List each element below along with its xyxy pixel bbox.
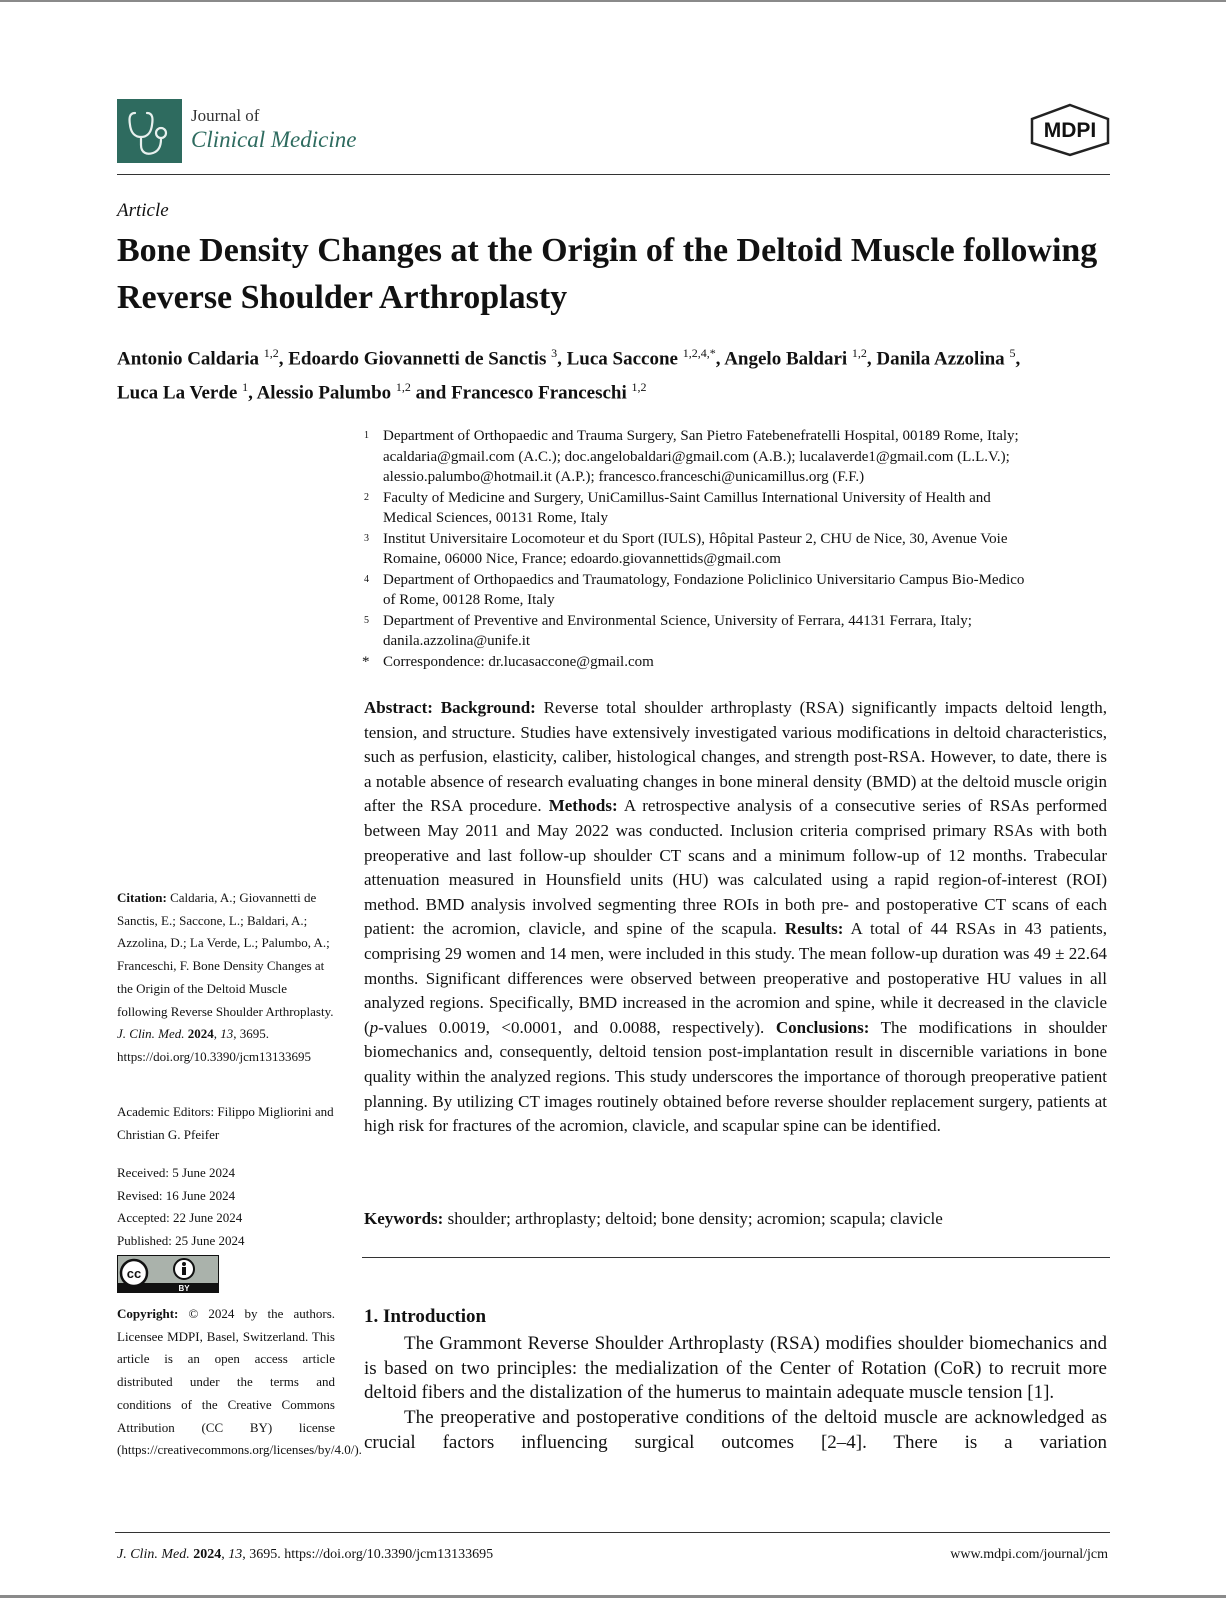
author-affiliation-marker: 1 bbox=[242, 380, 249, 395]
affiliation-item bbox=[362, 611, 1112, 652]
top-border bbox=[0, 0, 1226, 2]
accepted-date: Accepted: 22 June 2024 bbox=[117, 1210, 243, 1226]
author-separator: , bbox=[1015, 348, 1021, 370]
author-separator: , bbox=[278, 348, 289, 370]
author-affiliation-marker: 1,2 bbox=[263, 346, 279, 360]
author-separator: , bbox=[715, 348, 725, 370]
citation-block: Citation: Caldaria, A.; Giovannetti de Sanctis, E.; Saccone, L.; Baldari, A.; Azzolina, D.; La Verde, L.; Palumbo, A.; Franceschi, F. Bone Density Changes at the Origin of the Deltoid Muscle following Reverse Shoulder Arthroplasty. J. Clin. Med. 2024, 13, 3695. https://doi.org/10.3390/jcm13133695 bbox=[117, 890, 334, 1064]
keywords: Keywords: shoulder; arthroplasty; deltoid; bone density; acromion; scapula; clavicle bbox=[364, 1209, 943, 1228]
author-name: Edoardo Giovannetti de Sanctis bbox=[288, 348, 547, 370]
publication-dates bbox=[117, 1162, 335, 1253]
journal-name: Journal of Clinical Medicine bbox=[191, 106, 357, 152]
published-date: Published: 25 June 2024 bbox=[117, 1233, 245, 1249]
affiliation-line: danila.azzolina@unife.it bbox=[383, 633, 531, 649]
author-affiliation-marker: 1,2 bbox=[631, 380, 647, 395]
abstract: Abstract: Background: Reverse total shoulder arthroplasty (RSA) significantly impacts deltoid length, tension, and structure. Studies have extensively investigated various modifications in deltoid characteristics, such as perfusion, elasticity, caliber, histological changes, and strength post-RSA. However, to date, there is a notable absence of research evaluating changes in bone mineral density (BMD) at the deltoid muscle origin after the RSA procedure. Methods: A retrospective analysis of a consecutive series of RSAs performed between May 2011 and May 2022 was conducted. Inclusion criteria comprised primary RSAs with both preoperative and last follow-up shoulder CT scans and a minimum follow-up of 12 months. Trabecular attenuation measured in Hounsfield units (HU) was calculated using a rapid region-of-interest (ROI) method. BMD analysis involved segmenting three ROIs in both pre- and postoperative CT scans of each patient: the acromion, clavicle, and spine of the scapula. Results: A total of 44 RSAs in 43 patients, comprising 29 women and 14 men, were included in this study. The mean follow-up duration was 49 ± 22.64 months. Significant differences were observed between preoperative and postoperative HU values in all analyzed regions. Specifically, BMD increased in the acromion and spine, while it decreased in the clavicle (p-values 0.0019, <0.0001, and 0.0088, respectively). Conclusions: The modifications in shoulder biomechanics and, consequently, deltoid tension post-implantation result in discernible variations in bone quality within the analyzed regions. This study underscores the importance of thorough preoperative patient planning. By utilizing CT images routinely obtained before reverse shoulder replacement surgery, patients at high risk for fractures of the acromion, clavicle, and scapular spine can be identified. bbox=[364, 698, 1108, 1136]
affiliation-item bbox=[362, 426, 1112, 488]
affiliations bbox=[362, 426, 1112, 672]
affiliation-number: 2 bbox=[364, 491, 369, 503]
affiliation-text: Department of Orthopaedics and Traumatology, Fondazione Policlinico Universitario Campus Bio-Medico bbox=[383, 571, 1025, 588]
article-title: Bone Density Changes at the Origin of the Deltoid Muscle following Reverse Shoulder Arthroplasty bbox=[117, 232, 1098, 316]
received-date: Received: 5 June 2024 bbox=[117, 1165, 236, 1180]
author-name: Antonio Caldaria bbox=[117, 348, 259, 370]
author-list bbox=[117, 339, 1110, 408]
author-name: Alessio Palumbo bbox=[256, 382, 392, 404]
affiliation-text: Institut Universitaire Locomoteur et du Sport (IULS), Hôpital Pasteur 2, CHU de Nice, 30, Avenue Voie bbox=[383, 530, 1008, 547]
copyright-notice: Copyright: © 2024 by the authors. Licensee MDPI, Basel, Switzerland. This article is an open access article distributed under the terms and conditions of the Creative Commons Attribution (CC BY) license (https://creativecommons.org/licenses/by/4.0/). bbox=[117, 1306, 362, 1458]
author-name: Luca La Verde bbox=[117, 382, 238, 404]
footer-doi-link[interactable]: , 3695. https://doi.org/10.3390/jcm13133695 bbox=[242, 1547, 494, 1562]
affiliation-number: 1 bbox=[364, 430, 369, 441]
affiliation-item bbox=[362, 652, 1112, 673]
intro-paragraph: The preoperative and postoperative conditions of the deltoid muscle are acknowledged as crucial factors influencing surgical outcomes [2–4]. There is a variation bbox=[364, 1407, 1107, 1453]
affiliation-number: 5 bbox=[364, 614, 369, 626]
svg-text:BY: BY bbox=[178, 1284, 190, 1293]
cc-by-license-icon[interactable] bbox=[117, 1255, 219, 1293]
affiliation-line: Medical Sciences, 00131 Rome, Italy bbox=[383, 510, 608, 526]
abstract-divider bbox=[362, 1257, 1110, 1258]
mdpi-logo-text: MDPI bbox=[1043, 119, 1097, 142]
author-separator: , bbox=[248, 382, 257, 404]
article-type: Article bbox=[117, 200, 169, 221]
footer-divider bbox=[115, 1532, 1110, 1533]
header-divider bbox=[117, 174, 1110, 175]
affiliation-item bbox=[362, 570, 1112, 611]
footer-journal-url[interactable]: www.mdpi.com/journal/jcm bbox=[950, 1547, 1108, 1562]
affiliation-text: Department of Preventive and Environmental Science, University of Ferrara, 44131 Ferrara, Italy; bbox=[383, 612, 972, 629]
author-separator: , bbox=[557, 348, 567, 370]
svg-text:cc: cc bbox=[126, 1266, 142, 1281]
affiliation-text: Correspondence: dr.lucasaccone@gmail.com bbox=[383, 653, 654, 670]
affiliation-text: Department of Orthopaedic and Trauma Surgery, San Pietro Fatebenefratelli Hospital, 00189 Rome, Italy; bbox=[383, 428, 1019, 444]
author-affiliation-marker: 5 bbox=[1009, 346, 1016, 360]
revised-date: Revised: 16 June 2024 bbox=[117, 1187, 236, 1203]
author-separator: , bbox=[866, 348, 877, 370]
citation-doi-link[interactable]: , 3695. https://doi.org/10.3390/jcm13133695 bbox=[117, 1026, 312, 1064]
section-heading-introduction: 1. Introduction bbox=[364, 1306, 487, 1327]
author-affiliation-marker: 1,2,4,* bbox=[682, 346, 716, 360]
academic-editors: Academic Editors: Filippo Migliorini and Christian G. Pfeifer bbox=[117, 1104, 334, 1142]
affiliation-number: * bbox=[362, 653, 370, 670]
author-name: Danila Azzolina bbox=[876, 348, 1005, 370]
stethoscope-logo-icon bbox=[117, 99, 182, 163]
affiliation-line: acaldaria@gmail.com (A.C.); doc.angelobaldari@gmail.com (A.B.); lucalaverde1@gmail.com (L.L.V.); bbox=[383, 448, 1010, 465]
affiliation-line: of Rome, 00128 Rome, Italy bbox=[383, 592, 555, 608]
affiliation-item bbox=[362, 529, 1112, 570]
author-separator: and bbox=[410, 382, 452, 404]
affiliation-number: 3 bbox=[364, 532, 369, 544]
affiliation-line: Romaine, 06000 Nice, France; edoardo.giovannettids@gmail.com bbox=[383, 551, 781, 567]
intro-paragraph: The Grammont Reverse Shoulder Arthroplasty (RSA) modifies shoulder biomechanics and is based on two principles: the medialization of the Center of Rotation (CoR) to recruit more deltoid fibers and the distalization of the humerus to maintain adequate muscle tension [1]. bbox=[364, 1333, 1107, 1404]
mdpi-logo bbox=[1028, 103, 1112, 157]
author-name: Angelo Baldari bbox=[724, 348, 848, 370]
affiliation-item bbox=[362, 488, 1112, 529]
author-affiliation-marker: 1,2 bbox=[395, 380, 411, 395]
footer-citation: J. Clin. Med. 2024, 13, 3695. https://doi.org/10.3390/jcm13133695 bbox=[117, 1547, 494, 1562]
author-name: Luca Saccone bbox=[566, 348, 678, 370]
affiliation-line: alessio.palumbo@hotmail.it (A.P.); francesco.franceschi@unicamillus.org (F.F.) bbox=[383, 469, 865, 485]
affiliation-number: 4 bbox=[364, 573, 369, 585]
author-affiliation-marker: 3 bbox=[551, 346, 558, 360]
affiliation-text: Faculty of Medicine and Surgery, UniCamillus-Saint Camillus International University of Health and bbox=[383, 489, 991, 506]
author-name: Francesco Franceschi bbox=[451, 382, 627, 404]
introduction-body bbox=[364, 1332, 1107, 1456]
author-affiliation-marker: 1,2 bbox=[851, 346, 867, 360]
